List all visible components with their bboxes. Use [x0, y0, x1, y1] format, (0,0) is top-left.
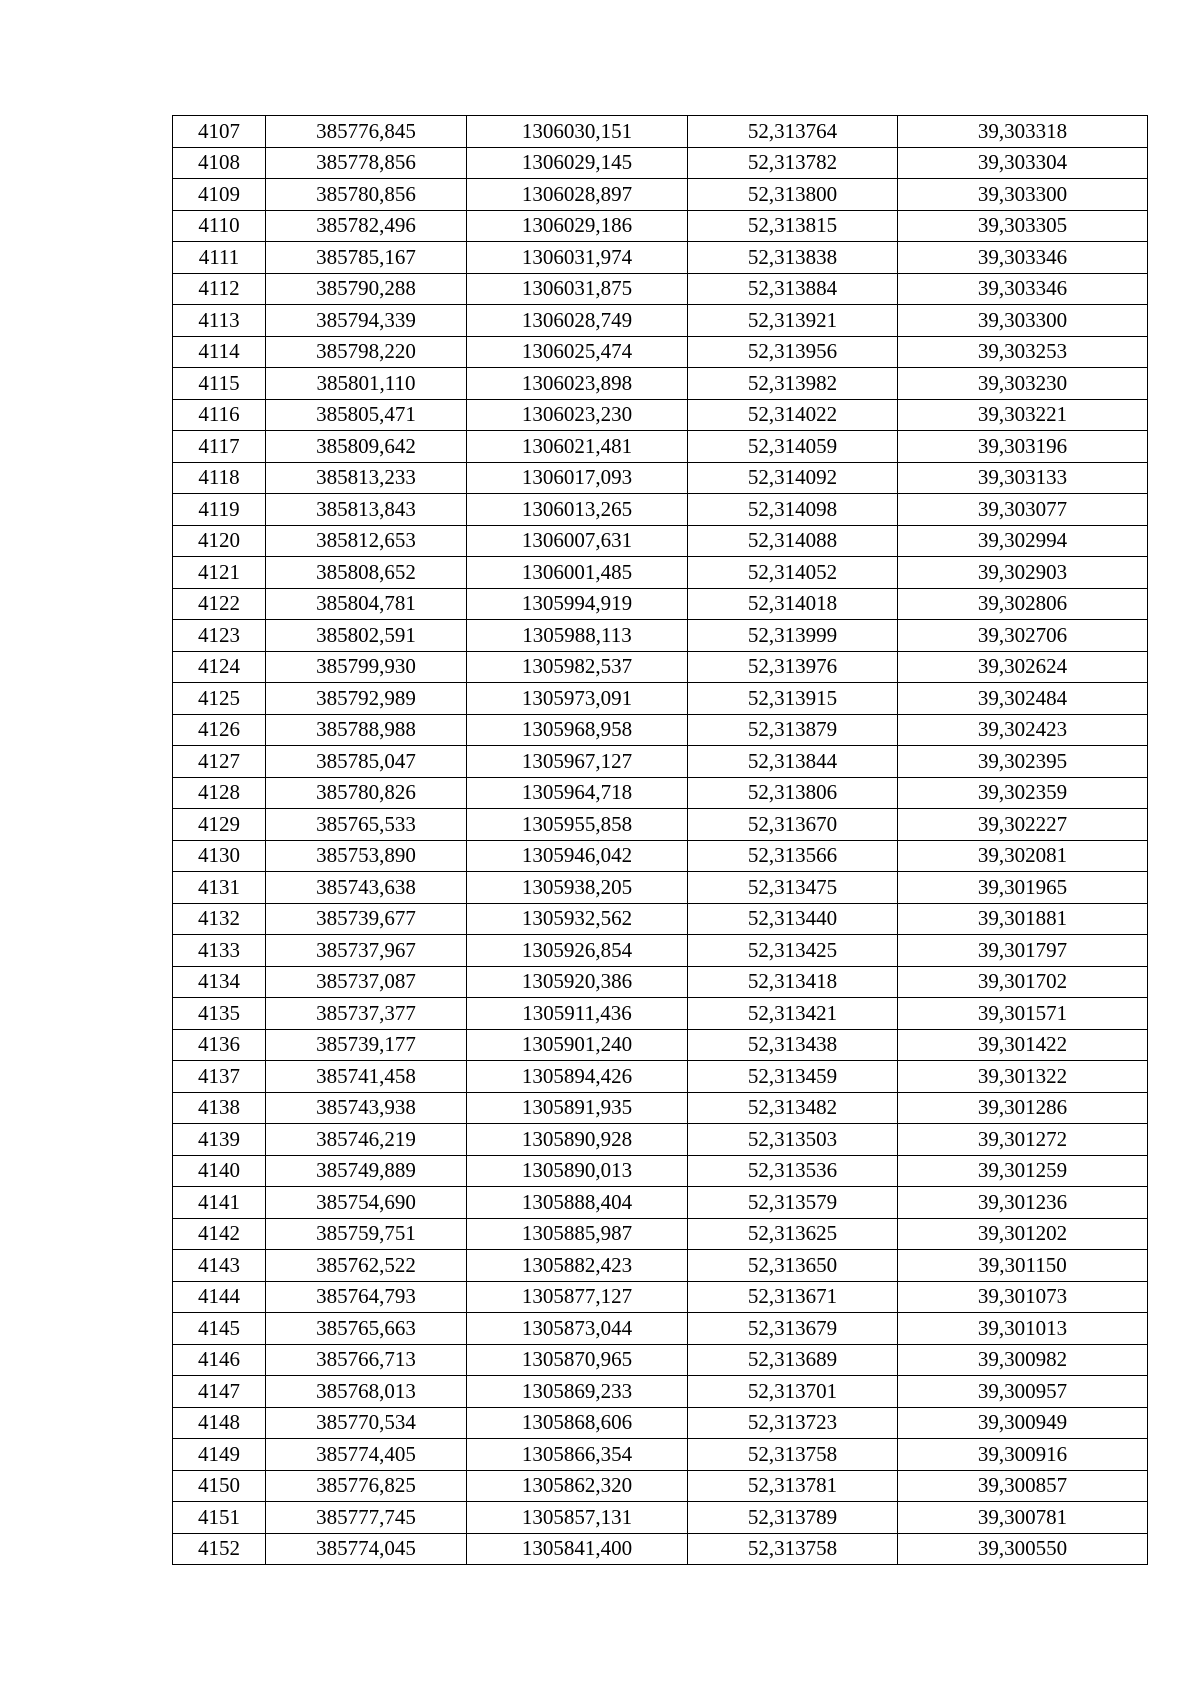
longitude-cell: 39,302395: [898, 746, 1148, 778]
table-row: [173, 1344, 1148, 1376]
y-coordinate-cell: 1305841,400: [467, 1533, 688, 1565]
latitude-cell: 52,313806: [688, 777, 898, 809]
y-coordinate-cell: 1305870,965: [467, 1344, 688, 1376]
point-number-cell: 4108: [173, 147, 266, 179]
x-coordinate-cell: 385805,471: [266, 399, 467, 431]
x-coordinate-cell: 385785,167: [266, 242, 467, 274]
x-coordinate-cell: 385780,856: [266, 179, 467, 211]
longitude-cell: 39,302706: [898, 620, 1148, 652]
y-coordinate-cell: 1306007,631: [467, 525, 688, 557]
y-coordinate-cell: 1305877,127: [467, 1281, 688, 1313]
table-row: [173, 1061, 1148, 1093]
longitude-cell: 39,301702: [898, 966, 1148, 998]
table-row: [173, 714, 1148, 746]
x-coordinate-cell: 385766,713: [266, 1344, 467, 1376]
longitude-cell: 39,302081: [898, 840, 1148, 872]
longitude-cell: 39,301422: [898, 1029, 1148, 1061]
longitude-cell: 39,302227: [898, 809, 1148, 841]
y-coordinate-cell: 1305946,042: [467, 840, 688, 872]
longitude-cell: 39,303300: [898, 179, 1148, 211]
table-row: [173, 683, 1148, 715]
x-coordinate-cell: 385762,522: [266, 1250, 467, 1282]
y-coordinate-cell: 1306029,186: [467, 210, 688, 242]
point-number-cell: 4111: [173, 242, 266, 274]
x-coordinate-cell: 385765,533: [266, 809, 467, 841]
latitude-cell: 52,314088: [688, 525, 898, 557]
x-coordinate-cell: 385777,745: [266, 1502, 467, 1534]
point-number-cell: 4117: [173, 431, 266, 463]
point-number-cell: 4135: [173, 998, 266, 1030]
table-row: [173, 273, 1148, 305]
latitude-cell: 52,313701: [688, 1376, 898, 1408]
longitude-cell: 39,301013: [898, 1313, 1148, 1345]
y-coordinate-cell: 1305955,858: [467, 809, 688, 841]
longitude-cell: 39,301322: [898, 1061, 1148, 1093]
x-coordinate-cell: 385780,826: [266, 777, 467, 809]
y-coordinate-cell: 1305890,013: [467, 1155, 688, 1187]
longitude-cell: 39,303077: [898, 494, 1148, 526]
x-coordinate-cell: 385774,405: [266, 1439, 467, 1471]
point-number-cell: 4107: [173, 116, 266, 148]
coordinates-table-body: [173, 116, 1148, 1565]
point-number-cell: 4138: [173, 1092, 266, 1124]
latitude-cell: 52,314059: [688, 431, 898, 463]
y-coordinate-cell: 1305901,240: [467, 1029, 688, 1061]
point-number-cell: 4150: [173, 1470, 266, 1502]
latitude-cell: 52,314052: [688, 557, 898, 589]
x-coordinate-cell: 385798,220: [266, 336, 467, 368]
x-coordinate-cell: 385792,989: [266, 683, 467, 715]
y-coordinate-cell: 1306029,145: [467, 147, 688, 179]
table-row: [173, 1029, 1148, 1061]
longitude-cell: 39,302994: [898, 525, 1148, 557]
table-row: [173, 210, 1148, 242]
table-row: [173, 525, 1148, 557]
longitude-cell: 39,301881: [898, 903, 1148, 935]
latitude-cell: 52,313976: [688, 651, 898, 683]
x-coordinate-cell: 385746,219: [266, 1124, 467, 1156]
table-row: [173, 1281, 1148, 1313]
longitude-cell: 39,301073: [898, 1281, 1148, 1313]
table-row: [173, 620, 1148, 652]
longitude-cell: 39,300949: [898, 1407, 1148, 1439]
y-coordinate-cell: 1305857,131: [467, 1502, 688, 1534]
table-row: [173, 557, 1148, 589]
y-coordinate-cell: 1306023,230: [467, 399, 688, 431]
latitude-cell: 52,313421: [688, 998, 898, 1030]
longitude-cell: 39,303133: [898, 462, 1148, 494]
x-coordinate-cell: 385739,677: [266, 903, 467, 935]
longitude-cell: 39,302484: [898, 683, 1148, 715]
longitude-cell: 39,302806: [898, 588, 1148, 620]
point-number-cell: 4144: [173, 1281, 266, 1313]
longitude-cell: 39,303221: [898, 399, 1148, 431]
point-number-cell: 4139: [173, 1124, 266, 1156]
longitude-cell: 39,301236: [898, 1187, 1148, 1219]
longitude-cell: 39,300781: [898, 1502, 1148, 1534]
longitude-cell: 39,302423: [898, 714, 1148, 746]
y-coordinate-cell: 1305964,718: [467, 777, 688, 809]
longitude-cell: 39,301202: [898, 1218, 1148, 1250]
point-number-cell: 4141: [173, 1187, 266, 1219]
latitude-cell: 52,313671: [688, 1281, 898, 1313]
latitude-cell: 52,313438: [688, 1029, 898, 1061]
longitude-cell: 39,300957: [898, 1376, 1148, 1408]
point-number-cell: 4129: [173, 809, 266, 841]
latitude-cell: 52,313879: [688, 714, 898, 746]
x-coordinate-cell: 385764,793: [266, 1281, 467, 1313]
latitude-cell: 52,313503: [688, 1124, 898, 1156]
x-coordinate-cell: 385770,534: [266, 1407, 467, 1439]
latitude-cell: 52,313440: [688, 903, 898, 935]
y-coordinate-cell: 1305888,404: [467, 1187, 688, 1219]
point-number-cell: 4109: [173, 179, 266, 211]
y-coordinate-cell: 1305988,113: [467, 620, 688, 652]
latitude-cell: 52,313789: [688, 1502, 898, 1534]
table-row: [173, 1407, 1148, 1439]
y-coordinate-cell: 1305869,233: [467, 1376, 688, 1408]
table-row: [173, 462, 1148, 494]
y-coordinate-cell: 1305873,044: [467, 1313, 688, 1345]
longitude-cell: 39,301286: [898, 1092, 1148, 1124]
longitude-cell: 39,303346: [898, 242, 1148, 274]
longitude-cell: 39,303318: [898, 116, 1148, 148]
table-row: [173, 336, 1148, 368]
x-coordinate-cell: 385743,638: [266, 872, 467, 904]
latitude-cell: 52,313625: [688, 1218, 898, 1250]
longitude-cell: 39,302624: [898, 651, 1148, 683]
y-coordinate-cell: 1305890,928: [467, 1124, 688, 1156]
table-row: [173, 116, 1148, 148]
table-row: [173, 1187, 1148, 1219]
y-coordinate-cell: 1305982,537: [467, 651, 688, 683]
latitude-cell: 52,314018: [688, 588, 898, 620]
latitude-cell: 52,313425: [688, 935, 898, 967]
point-number-cell: 4120: [173, 525, 266, 557]
table-row: [173, 966, 1148, 998]
table-row: [173, 242, 1148, 274]
table-row: [173, 998, 1148, 1030]
table-row: [173, 399, 1148, 431]
latitude-cell: 52,313475: [688, 872, 898, 904]
latitude-cell: 52,313884: [688, 273, 898, 305]
x-coordinate-cell: 385749,889: [266, 1155, 467, 1187]
point-number-cell: 4113: [173, 305, 266, 337]
y-coordinate-cell: 1306025,474: [467, 336, 688, 368]
x-coordinate-cell: 385788,988: [266, 714, 467, 746]
y-coordinate-cell: 1305932,562: [467, 903, 688, 935]
table-row: [173, 494, 1148, 526]
table-row: [173, 935, 1148, 967]
table-row: [173, 1124, 1148, 1156]
latitude-cell: 52,314022: [688, 399, 898, 431]
y-coordinate-cell: 1306031,875: [467, 273, 688, 305]
x-coordinate-cell: 385759,751: [266, 1218, 467, 1250]
longitude-cell: 39,302903: [898, 557, 1148, 589]
x-coordinate-cell: 385804,781: [266, 588, 467, 620]
y-coordinate-cell: 1306001,485: [467, 557, 688, 589]
y-coordinate-cell: 1305938,205: [467, 872, 688, 904]
longitude-cell: 39,303346: [898, 273, 1148, 305]
latitude-cell: 52,313815: [688, 210, 898, 242]
latitude-cell: 52,313536: [688, 1155, 898, 1187]
latitude-cell: 52,313670: [688, 809, 898, 841]
point-number-cell: 4151: [173, 1502, 266, 1534]
longitude-cell: 39,303305: [898, 210, 1148, 242]
x-coordinate-cell: 385813,233: [266, 462, 467, 494]
point-number-cell: 4121: [173, 557, 266, 589]
x-coordinate-cell: 385802,591: [266, 620, 467, 652]
point-number-cell: 4115: [173, 368, 266, 400]
table-row: [173, 1376, 1148, 1408]
latitude-cell: 52,314098: [688, 494, 898, 526]
y-coordinate-cell: 1306031,974: [467, 242, 688, 274]
point-number-cell: 4119: [173, 494, 266, 526]
longitude-cell: 39,301259: [898, 1155, 1148, 1187]
point-number-cell: 4133: [173, 935, 266, 967]
y-coordinate-cell: 1305885,987: [467, 1218, 688, 1250]
y-coordinate-cell: 1305866,354: [467, 1439, 688, 1471]
table-row: [173, 1250, 1148, 1282]
point-number-cell: 4149: [173, 1439, 266, 1471]
y-coordinate-cell: 1305920,386: [467, 966, 688, 998]
point-number-cell: 4143: [173, 1250, 266, 1282]
latitude-cell: 52,313418: [688, 966, 898, 998]
x-coordinate-cell: 385801,110: [266, 368, 467, 400]
latitude-cell: 52,313800: [688, 179, 898, 211]
point-number-cell: 4136: [173, 1029, 266, 1061]
x-coordinate-cell: 385739,177: [266, 1029, 467, 1061]
y-coordinate-cell: 1306028,749: [467, 305, 688, 337]
table-row: [173, 305, 1148, 337]
x-coordinate-cell: 385737,967: [266, 935, 467, 967]
longitude-cell: 39,300550: [898, 1533, 1148, 1565]
x-coordinate-cell: 385753,890: [266, 840, 467, 872]
x-coordinate-cell: 385754,690: [266, 1187, 467, 1219]
table-row: [173, 1313, 1148, 1345]
longitude-cell: 39,300982: [898, 1344, 1148, 1376]
longitude-cell: 39,303253: [898, 336, 1148, 368]
latitude-cell: 52,313782: [688, 147, 898, 179]
latitude-cell: 52,313758: [688, 1439, 898, 1471]
table-row: [173, 1533, 1148, 1565]
longitude-cell: 39,301272: [898, 1124, 1148, 1156]
table-row: [173, 746, 1148, 778]
latitude-cell: 52,313982: [688, 368, 898, 400]
latitude-cell: 52,313956: [688, 336, 898, 368]
x-coordinate-cell: 385737,377: [266, 998, 467, 1030]
point-number-cell: 4148: [173, 1407, 266, 1439]
point-number-cell: 4110: [173, 210, 266, 242]
x-coordinate-cell: 385776,825: [266, 1470, 467, 1502]
y-coordinate-cell: 1305926,854: [467, 935, 688, 967]
y-coordinate-cell: 1306017,093: [467, 462, 688, 494]
y-coordinate-cell: 1305882,423: [467, 1250, 688, 1282]
point-number-cell: 4124: [173, 651, 266, 683]
y-coordinate-cell: 1305994,919: [467, 588, 688, 620]
point-number-cell: 4140: [173, 1155, 266, 1187]
y-coordinate-cell: 1306023,898: [467, 368, 688, 400]
table-row: [173, 840, 1148, 872]
table-row: [173, 147, 1148, 179]
longitude-cell: 39,301965: [898, 872, 1148, 904]
table-row: [173, 1470, 1148, 1502]
point-number-cell: 4116: [173, 399, 266, 431]
latitude-cell: 52,313781: [688, 1470, 898, 1502]
x-coordinate-cell: 385737,087: [266, 966, 467, 998]
point-number-cell: 4126: [173, 714, 266, 746]
x-coordinate-cell: 385774,045: [266, 1533, 467, 1565]
longitude-cell: 39,303304: [898, 147, 1148, 179]
point-number-cell: 4123: [173, 620, 266, 652]
table-row: [173, 1155, 1148, 1187]
y-coordinate-cell: 1305868,606: [467, 1407, 688, 1439]
latitude-cell: 52,313915: [688, 683, 898, 715]
point-number-cell: 4114: [173, 336, 266, 368]
point-number-cell: 4122: [173, 588, 266, 620]
table-row: [173, 179, 1148, 211]
x-coordinate-cell: 385778,856: [266, 147, 467, 179]
table-row: [173, 872, 1148, 904]
x-coordinate-cell: 385794,339: [266, 305, 467, 337]
latitude-cell: 52,313689: [688, 1344, 898, 1376]
latitude-cell: 52,313723: [688, 1407, 898, 1439]
x-coordinate-cell: 385813,843: [266, 494, 467, 526]
point-number-cell: 4125: [173, 683, 266, 715]
x-coordinate-cell: 385808,652: [266, 557, 467, 589]
y-coordinate-cell: 1305973,091: [467, 683, 688, 715]
y-coordinate-cell: 1305894,426: [467, 1061, 688, 1093]
y-coordinate-cell: 1306021,481: [467, 431, 688, 463]
x-coordinate-cell: 385768,013: [266, 1376, 467, 1408]
longitude-cell: 39,301571: [898, 998, 1148, 1030]
point-number-cell: 4134: [173, 966, 266, 998]
table-row: [173, 1218, 1148, 1250]
point-number-cell: 4118: [173, 462, 266, 494]
latitude-cell: 52,313921: [688, 305, 898, 337]
table-row: [173, 431, 1148, 463]
point-number-cell: 4147: [173, 1376, 266, 1408]
x-coordinate-cell: 385741,458: [266, 1061, 467, 1093]
latitude-cell: 52,313999: [688, 620, 898, 652]
longitude-cell: 39,300857: [898, 1470, 1148, 1502]
latitude-cell: 52,313764: [688, 116, 898, 148]
table-row: [173, 1439, 1148, 1471]
table-row: [173, 1092, 1148, 1124]
point-number-cell: 4128: [173, 777, 266, 809]
latitude-cell: 52,313650: [688, 1250, 898, 1282]
latitude-cell: 52,313679: [688, 1313, 898, 1345]
y-coordinate-cell: 1306028,897: [467, 179, 688, 211]
x-coordinate-cell: 385765,663: [266, 1313, 467, 1345]
point-number-cell: 4132: [173, 903, 266, 935]
coordinates-table: [172, 115, 1148, 1565]
latitude-cell: 52,314092: [688, 462, 898, 494]
point-number-cell: 4142: [173, 1218, 266, 1250]
point-number-cell: 4145: [173, 1313, 266, 1345]
point-number-cell: 4130: [173, 840, 266, 872]
table-row: [173, 1502, 1148, 1534]
x-coordinate-cell: 385782,496: [266, 210, 467, 242]
point-number-cell: 4137: [173, 1061, 266, 1093]
latitude-cell: 52,313838: [688, 242, 898, 274]
y-coordinate-cell: 1305967,127: [467, 746, 688, 778]
x-coordinate-cell: 385799,930: [266, 651, 467, 683]
y-coordinate-cell: 1305862,320: [467, 1470, 688, 1502]
y-coordinate-cell: 1305891,935: [467, 1092, 688, 1124]
longitude-cell: 39,300916: [898, 1439, 1148, 1471]
point-number-cell: 4146: [173, 1344, 266, 1376]
longitude-cell: 39,303300: [898, 305, 1148, 337]
latitude-cell: 52,313482: [688, 1092, 898, 1124]
longitude-cell: 39,303230: [898, 368, 1148, 400]
table-row: [173, 368, 1148, 400]
longitude-cell: 39,302359: [898, 777, 1148, 809]
y-coordinate-cell: 1305911,436: [467, 998, 688, 1030]
longitude-cell: 39,301150: [898, 1250, 1148, 1282]
longitude-cell: 39,303196: [898, 431, 1148, 463]
y-coordinate-cell: 1306030,151: [467, 116, 688, 148]
x-coordinate-cell: 385790,288: [266, 273, 467, 305]
x-coordinate-cell: 385785,047: [266, 746, 467, 778]
y-coordinate-cell: 1305968,958: [467, 714, 688, 746]
x-coordinate-cell: 385809,642: [266, 431, 467, 463]
table-row: [173, 777, 1148, 809]
point-number-cell: 4152: [173, 1533, 266, 1565]
y-coordinate-cell: 1306013,265: [467, 494, 688, 526]
table-row: [173, 651, 1148, 683]
point-number-cell: 4127: [173, 746, 266, 778]
table-row: [173, 809, 1148, 841]
x-coordinate-cell: 385776,845: [266, 116, 467, 148]
latitude-cell: 52,313579: [688, 1187, 898, 1219]
latitude-cell: 52,313844: [688, 746, 898, 778]
latitude-cell: 52,313758: [688, 1533, 898, 1565]
table-row: [173, 588, 1148, 620]
x-coordinate-cell: 385743,938: [266, 1092, 467, 1124]
latitude-cell: 52,313566: [688, 840, 898, 872]
latitude-cell: 52,313459: [688, 1061, 898, 1093]
x-coordinate-cell: 385812,653: [266, 525, 467, 557]
longitude-cell: 39,301797: [898, 935, 1148, 967]
point-number-cell: 4131: [173, 872, 266, 904]
table-row: [173, 903, 1148, 935]
point-number-cell: 4112: [173, 273, 266, 305]
